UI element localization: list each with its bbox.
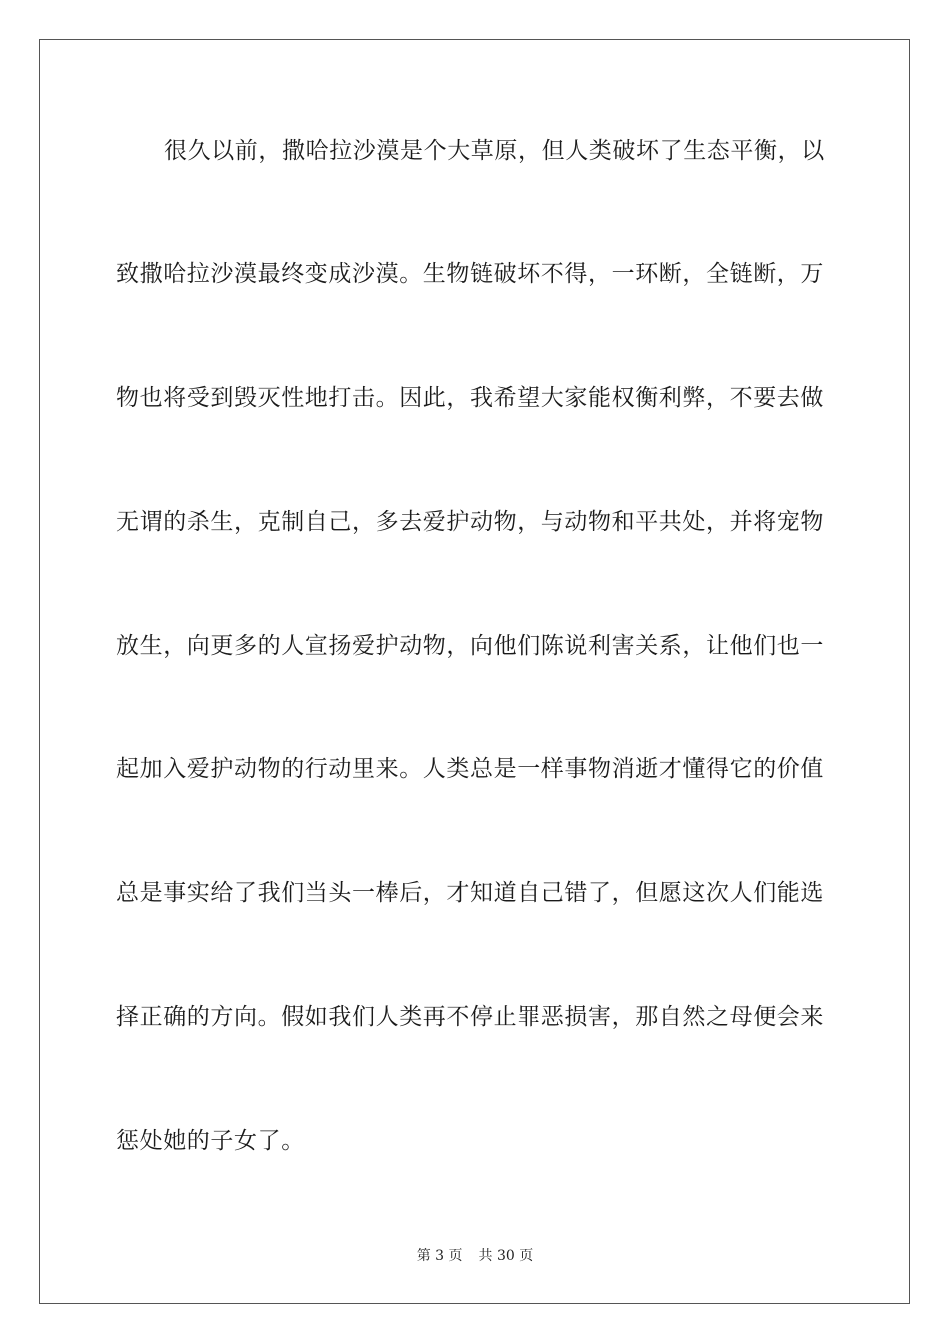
paragraph-line: 总是事实给了我们当头一棒后，才知道自己错了，但愿这次人们能选 xyxy=(116,880,824,906)
paragraph-line: 无谓的杀生，克制自己，多去爱护动物，与动物和平共处，并将宠物 xyxy=(116,509,824,535)
page-total: 共 30 页 xyxy=(478,1248,534,1264)
paragraph-line: 惩处她的子女了。 xyxy=(116,1128,305,1154)
page-footer xyxy=(0,1247,950,1265)
paragraph-line: 放生，向更多的人宣扬爱护动物，向他们陈说利害关系，让他们也一 xyxy=(116,633,824,659)
page-number: 第 3 页 xyxy=(416,1248,463,1264)
paragraph-line: 择正确的方向。假如我们人类再不停止罪恶损害，那自然之母便会来 xyxy=(116,1004,824,1030)
page-frame xyxy=(39,39,910,1304)
paragraph-line: 很久以前，撒哈拉沙漠是个大草原，但人类破坏了生态平衡，以 xyxy=(164,138,825,164)
paragraph-line: 起加入爱护动物的行动里来。人类总是一样事物消逝才懂得它的价值 xyxy=(116,756,824,782)
paragraph-line: 物也将受到毁灭性地打击。因此，我希望大家能权衡利弊，不要去做 xyxy=(116,385,824,411)
paragraph-line: 致撒哈拉沙漠最终变成沙漠。生物链破坏不得，一环断，全链断，万 xyxy=(116,261,824,287)
